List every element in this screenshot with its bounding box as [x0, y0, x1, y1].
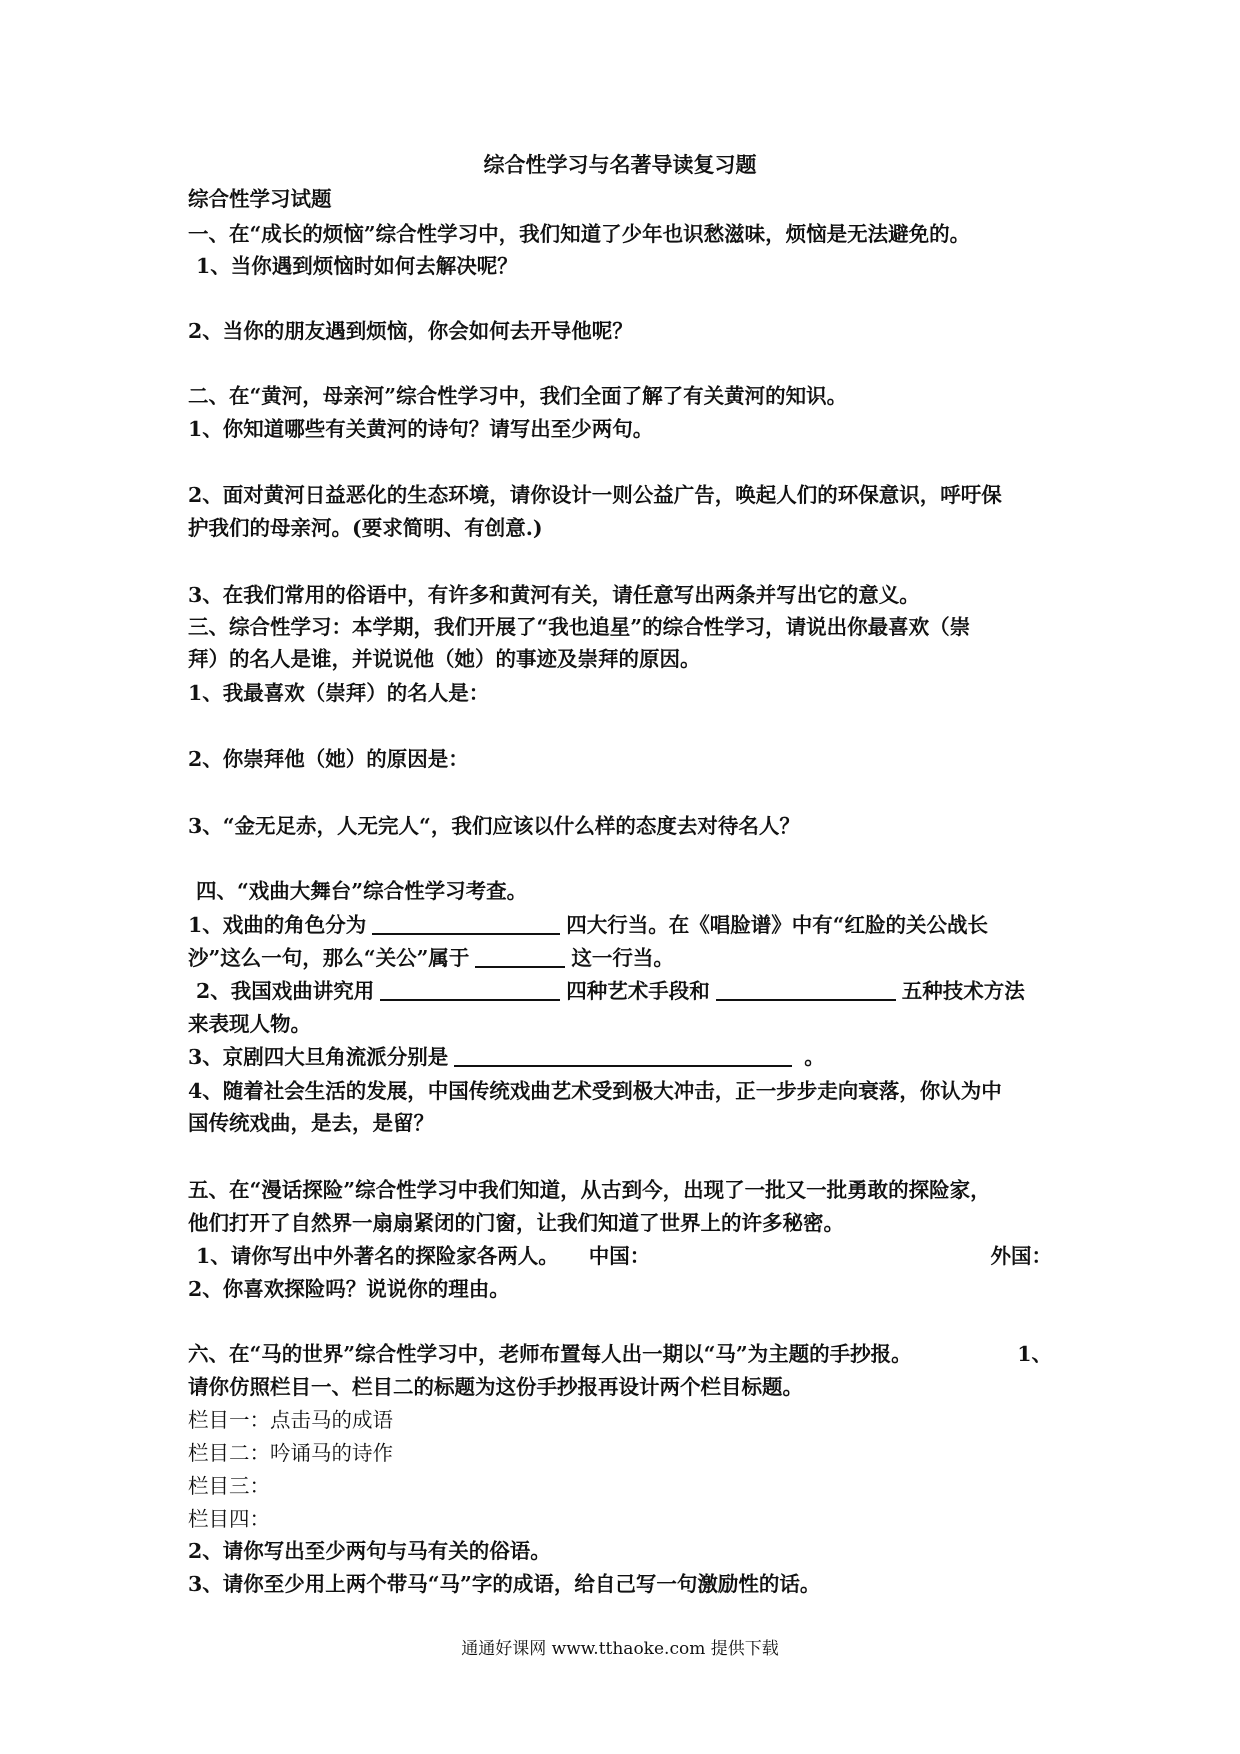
q5-1-foreign: 外国： [990, 1244, 1052, 1268]
q2-2-line2: 护我们的母亲河。(要求简明、有创意.) [188, 516, 543, 540]
q2-1: 1、你知道哪些有关黄河的诗句？请写出至少两句。 [188, 417, 654, 441]
section-heading: 综合性学习试题 [188, 187, 332, 211]
q5-1 [196, 1241, 1052, 1271]
q4-2-text-a: 2、我国戏曲讲究用 [196, 979, 375, 1003]
q4-2-text-c: 五种技术方法 [901, 979, 1025, 1003]
q4-3-text-b: 。 [804, 1045, 825, 1069]
page-footer: 通通好课网 www.tthaoke.com 提供下载 [461, 1639, 779, 1659]
q4-3-text-a: 3、京剧四大旦角流派分别是 [188, 1045, 449, 1069]
q4-1-text-d: 这一行当。 [571, 946, 674, 970]
q1-intro: 一、在“成长的烦恼”综合性学习中，我们知道了少年也识愁滋味，烦恼是无法避免的。 [188, 222, 971, 246]
q6-2: 2、请你写出至少两句与马有关的俗语。 [188, 1539, 551, 1563]
q4-1-text-c: 沙”这么一句，那么“关公”属于 [188, 946, 470, 970]
q4-1-text-b: 四大行当。在《唱脸谱》中有“红脸的关公战长 [566, 913, 989, 937]
q4-1-text-a: 1、戏曲的角色分为 [188, 913, 367, 937]
q4-4-line2: 国传统戏曲，是去，是留？ [188, 1111, 434, 1135]
q5-1-text: 1、请你写出中外著名的探险家各两人。 [196, 1244, 559, 1268]
answer-blank [716, 977, 896, 1001]
column-4: 栏目四： [188, 1507, 270, 1531]
q4-1-line1 [188, 910, 988, 940]
column-2: 栏目二：吟诵马的诗作 [188, 1441, 393, 1465]
q2-3: 3、在我们常用的俗语中，有许多和黄河有关，请任意写出两条并写出它的意义。 [188, 583, 920, 607]
q4-1-line2 [188, 943, 674, 973]
q4-2-line2: 来表现人物。 [188, 1012, 311, 1036]
answer-blank [380, 977, 560, 1001]
q4-2-line1 [196, 976, 1025, 1006]
q5-intro-line1: 五、在“漫话探险”综合性学习中我们知道，从古到今，出现了一批又一批勇敢的探险家， [188, 1178, 991, 1202]
q4-3 [188, 1042, 825, 1072]
page-title: 综合性学习与名著导读复习题 [483, 152, 757, 177]
q1-1: 1、当你遇到烦恼时如何去解决呢？ [196, 254, 518, 278]
q4-intro: 四、“戏曲大舞台”综合性学习考查。 [196, 879, 528, 903]
q4-4-line1: 4、随着社会生活的发展，中国传统戏曲艺术受到极大冲击，正一步步走向衰落，你认为中 [188, 1079, 1002, 1103]
q6-intro-line1 [188, 1339, 1052, 1369]
answer-blank [372, 911, 560, 935]
column-3: 栏目三： [188, 1474, 270, 1498]
column-1: 栏目一：点击马的成语 [188, 1408, 393, 1432]
q2-2-line1: 2、面对黄河日益恶化的生态环境，请你设计一则公益广告，唤起人们的环保意识，呼吁保 [188, 483, 1002, 507]
q3-1: 1、我最喜欢（崇拜）的名人是： [188, 681, 490, 705]
q1-2: 2、当你的朋友遇到烦恼，你会如何去开导他呢？ [188, 319, 633, 343]
q3-intro-line1: 三、综合性学习：本学期，我们开展了“我也追星”的综合性学习，请说出你最喜欢（崇 [188, 615, 971, 639]
q3-2: 2、你崇拜他（她）的原因是： [188, 747, 469, 771]
answer-blank [475, 944, 565, 968]
answer-blank [454, 1043, 792, 1067]
q6-1-number: 1、 [1017, 1342, 1052, 1366]
q6-3: 3、请你至少用上两个带马“马”字的成语，给自己写一句激励性的话。 [188, 1572, 821, 1596]
q6-intro-text: 六、在“马的世界”综合性学习中，老师布置每人出一期以“马”为主题的手抄报。 [188, 1342, 912, 1366]
q5-2: 2、你喜欢探险吗？说说你的理由。 [188, 1277, 510, 1301]
q4-2-text-b: 四种艺术手段和 [566, 979, 710, 1003]
q3-intro-line2: 拜）的名人是谁，并说说他（她）的事迹及崇拜的原因。 [188, 647, 701, 671]
q5-intro-line2: 他们打开了自然界一扇扇紧闭的门窗，让我们知道了世界上的许多秘密。 [188, 1211, 844, 1235]
q5-1-china: 中国： [588, 1244, 651, 1268]
q3-3: 3、“金无足赤，人无完人“，我们应该以什么样的态度去对待名人？ [188, 814, 800, 838]
q6-intro-line2: 请你仿照栏目一、栏目二的标题为这份手抄报再设计两个栏目标题。 [188, 1375, 803, 1399]
q2-intro: 二、在“黄河，母亲河”综合性学习中，我们全面了解了有关黄河的知识。 [188, 384, 848, 408]
